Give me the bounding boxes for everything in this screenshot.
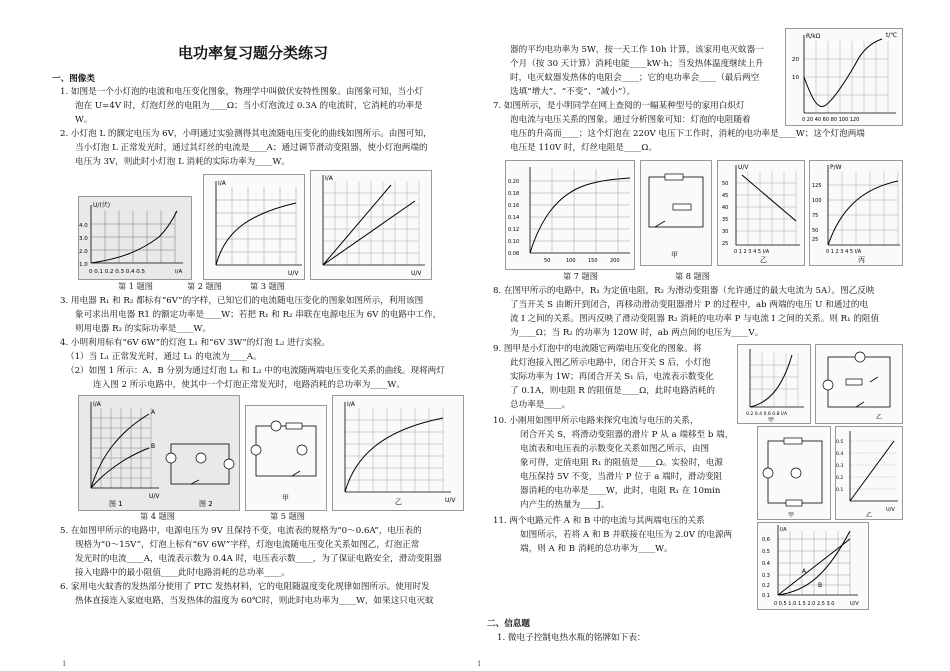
q9-xticks: 0.2 0.4 0.6 0.8 I/A: [746, 412, 788, 417]
q2-curve: [216, 203, 296, 265]
figure-q3-svg: [311, 171, 431, 279]
q8-p-yaxis: P/W: [830, 164, 842, 171]
q10-ytick: 0.2: [836, 476, 844, 481]
q7-ytick: 0.18: [508, 191, 520, 197]
q7-line: 泡电流与电压关系的图象。通过分析图象可知：灯泡的电阻随着: [510, 115, 751, 125]
figure-q4-svg: [79, 396, 239, 510]
q11-yaxis: I/A: [780, 527, 787, 533]
page-number-right: 1: [477, 660, 482, 668]
figure-q5: [245, 405, 327, 511]
q9-line: 此灯泡接入图乙所示电路中，闭合开关 S 后，小灯泡: [510, 358, 711, 368]
f3-yaxis-label: I/A: [325, 175, 333, 182]
q4-line: （1）当 L₁ 正常发光时，通过 L₁ 的电流为____A。: [66, 352, 262, 362]
q7-line: 电压是 110V 时，灯丝电阻是____Ω。: [510, 143, 657, 153]
figure-q5-circuit-svg: [246, 406, 326, 510]
figure-q8-circuit-svg: [641, 161, 711, 265]
figure-q9-circuit-svg: [816, 345, 902, 423]
caption-fig3: 第 3 题图: [250, 281, 285, 291]
q10-line: 电流表和电压表的示数变化关系如图乙所示，由图: [520, 444, 710, 454]
q11-ytick: 0.3: [762, 573, 770, 579]
f2-yaxis-label: I/A: [218, 180, 226, 187]
figure-q4: [78, 395, 240, 511]
q10-ytick: 0.4: [836, 452, 844, 457]
caption-fig1: 第 1 题图: [118, 281, 153, 291]
page-number-left: 1: [62, 660, 67, 668]
figure-q10-svg: [836, 427, 902, 519]
figure-q8-circuit: [640, 160, 712, 266]
q4-line: 4. 小明利用标有“6V 6W”的灯泡 L₁ 和“6V 3W”的灯泡 L₂ 进行实验。: [60, 338, 331, 348]
q11-line: 11. 两个电路元件 A 和 B 中的电流与其两端电压的关系: [493, 516, 705, 526]
figure-q7-svg: [506, 161, 634, 269]
q5-line: 接入电路中的最小阻值____此时电路消耗的总功率____。: [75, 568, 290, 578]
q8-p-ytick: 75: [812, 213, 819, 219]
q8-u-ytick: 35: [722, 217, 729, 223]
q7-line: 7. 如图所示，是小明同学在网上查阅的一幅某种型号的家用白炽灯: [493, 101, 745, 111]
q8-u-yaxis: U/V: [738, 164, 749, 171]
figure-q11-svg: [758, 523, 868, 609]
figure-q11-graph: [757, 522, 869, 610]
q1-line: W。: [75, 115, 93, 125]
q5-line: 发光时的电流____A，电流表示数为 0.4A 时，电压表示数____，为了保证电路安全，滑动变阻器: [75, 554, 442, 564]
f1-ytick: 4.0: [79, 223, 88, 229]
figure-q10-graph: [835, 426, 903, 520]
figure-q7-graph: [505, 160, 635, 270]
q8-label-bing: 丙: [858, 256, 865, 264]
f5-xaxis-label: U/V: [445, 497, 456, 504]
q7-curve: [530, 178, 630, 253]
q3-line: 象可求出用电器 R1 的额定功率是____W；若把 R₁ 和 R₂ 串联在电源电压为 6V 的电路中工作，: [75, 310, 442, 320]
q11-xticks: 0 0.5 1.0 1.5 2.0 2.5 3.0: [774, 601, 835, 607]
caption-fig5: 第 5 题图: [270, 511, 305, 521]
figure-q1-svg: [79, 197, 191, 279]
q5-curve: [345, 418, 443, 492]
q8-u-ytick: 30: [722, 229, 729, 235]
caption-fig2: 第 2 题图: [187, 281, 222, 291]
figure-q9-svg: [738, 345, 810, 423]
q5-line: 5. 在如图甲所示的电路中，电源电压为 9V 且保持不变，电流表的规格为“0～0.6A”，电压表的: [60, 526, 422, 536]
q9-label-yi: 乙: [876, 414, 883, 421]
q9-curve: [750, 355, 792, 407]
q10-line: 电压保持 5V 不变，当滑片 P 位于 a 端时，滑动变阻: [520, 472, 723, 482]
q6-xaxis-label: t/℃: [886, 32, 898, 39]
q1-line: 1. 如图是一个小灯泡的电流和电压变化图象，物理学中叫做伏安特性图象。由图象可知，当小灯: [60, 87, 424, 97]
q9-line: 9. 图甲是小灯泡中的电流随它两端电压变化的图象。将: [493, 344, 702, 354]
q10-line: 内产生的热量为____J。: [520, 500, 610, 510]
q11-label-a: A: [802, 568, 807, 575]
q9-label-jia: 甲: [768, 417, 775, 423]
q6-ytick: 10: [792, 75, 799, 81]
q4-label-b: B: [151, 443, 156, 450]
q4-line: 连入图 2 所示电路中，使其中一个灯泡正常发光时，电路消耗的总功率为____W。: [93, 380, 405, 390]
q10-line: 10. 小刚用如图甲所示电路来探究电流与电压的关系，: [493, 416, 699, 426]
section-heading-graphs: 一、图像类: [52, 74, 95, 84]
q10-ytick: 0.5: [836, 440, 844, 445]
figure-q2-svg: [204, 175, 304, 279]
q8-u-line: [742, 175, 796, 221]
q6-xticks: 0 20 40 60 80 100 120: [802, 117, 860, 123]
q9-line: 实际功率为 1W；再闭合开关 S₁ 后，电流表示数变化: [510, 372, 714, 382]
q7-xtick: 100: [566, 258, 576, 264]
q1-line: 泡在 U=4V 时，灯泡灯丝的电阻为____Ω；当小灯泡流过 0.3A 的电流时，它消耗的功率是: [75, 101, 423, 111]
q10-label-jia: 甲: [788, 512, 795, 519]
caption-fig7: 第 7 题图: [563, 271, 598, 281]
q7-line: 电压的升高而____；这个灯泡在 220V 电压下工作时，消耗的电功率是____W；这个灯泡两端: [510, 129, 865, 139]
q8-label-yi: 乙: [760, 256, 767, 264]
f4-xaxis-label: U/V: [149, 493, 160, 500]
q11-ytick: 0.2: [762, 583, 770, 589]
q11-line: 如图所示，若将 A 和 B 并联接在电压为 2.0V 的电源两: [520, 530, 733, 540]
caption-fig4: 第 4 题图: [140, 511, 175, 521]
q7-ytick: 0.14: [508, 215, 520, 221]
q6-cont-line: 个月（按 30 天计算）消耗电能____kW·h；当发热体温度继续上升: [510, 59, 764, 69]
figure-q6-ptc-graph: [785, 28, 903, 126]
figure-q5-graph-svg: [333, 396, 463, 510]
figure-q5-graph: [332, 395, 464, 511]
q10-line: 象可得，定值电阻 R₁ 的阻值是____Ω。实验时，电源: [520, 458, 723, 468]
figure-q10-circuit-svg: [758, 427, 830, 519]
q8-line: 了当开关 S 由断开到闭合，再移动滑动变阻器滑片 P 的过程中，ab 两端的电压 U 和通过的电: [510, 300, 869, 310]
f4-label-fig1: 图 1: [109, 500, 123, 508]
info-q1-line: 1. 微电子控制电热水瓶的铭牌如下表：: [497, 633, 646, 643]
q11-ytick: 0.6: [762, 537, 770, 543]
q8-u-xticks: 0 1 2 3 4 5 I/A: [734, 249, 770, 255]
figure-q6-svg: [786, 29, 902, 125]
q8-p-ytick: 50: [812, 228, 819, 234]
q8-u-ytick: 25: [722, 241, 729, 247]
f5-label-yi: 乙: [395, 498, 402, 506]
q7-ytick: 0.20: [508, 179, 520, 185]
f4-label-fig2: 图 2: [199, 500, 213, 508]
page-title: 电功率复习题分类练习: [178, 44, 329, 62]
q2-line: 2. 小灯泡 L 的额定电压为 6V，小明通过实验测得其电流随电压变化的曲线如图所示。由图可知，: [60, 129, 432, 139]
q5-line: 规格为“0～15V”，灯泡上标有“6V 6W”字样，灯泡电流随电压变化关系如图乙，灯泡正常: [75, 540, 420, 550]
q7-ytick: 0.08: [508, 251, 520, 257]
figure-q3-graph: [310, 170, 432, 280]
caption-fig8: 第 8 题图: [675, 271, 710, 281]
figure-q9-graph: [737, 344, 811, 424]
q11-ytick: 0.1: [762, 593, 770, 599]
q11-ytick: 0.5: [762, 549, 770, 555]
q8-line: 流 I 之间的关系。图丙反映了滑动变阻器 R₂ 消耗的电功率 P 与电流 I 之间的关系。则 R₁ 的阻值: [510, 314, 880, 324]
figure-q10-circuit: [757, 426, 831, 520]
q10-line: 闭合开关 S，将滑动变阻器的滑片 P 从 a 端移至 b 端，: [520, 430, 734, 440]
q10-ytick: 0.3: [836, 464, 844, 469]
q11-label-b: B: [818, 582, 823, 589]
f1-ytick: 3.0: [79, 236, 88, 242]
q7-ytick: 0.16: [508, 203, 520, 209]
q3-line: 3. 用电器 R₁ 和 R₂ 都标有“6V”的字样，已知它们的电流随电压变化的图象如图所示，利用该图: [60, 296, 424, 306]
q11-xaxis: U/V: [850, 601, 859, 607]
q6-cont-line: 器的平均电功率为 5W，按一天工作 10h 计算，该家用电灭蚊器一: [510, 45, 764, 55]
q8-u-ytick: 45: [722, 193, 729, 199]
q8-p-ytick: 100: [812, 198, 822, 204]
figure-q8-p-svg: [810, 161, 902, 265]
f1-xticks: 0 0.1 0.2 0.3 0.4 0.5: [89, 269, 145, 275]
q8-p-ytick: 25: [812, 237, 819, 243]
figure-q2-graph: [203, 174, 305, 280]
q8-label-jia: 甲: [671, 251, 678, 259]
figure-q8-u-svg: [718, 161, 804, 265]
q8-p-xticks: 0 1 2 3 4 5 I/A: [826, 249, 862, 255]
figure-q8-p-graph: [809, 160, 903, 266]
figure-q9-circuit: [815, 344, 903, 424]
f1-xaxis-label: I/A: [175, 269, 183, 275]
f2-xaxis-label: U/V: [288, 270, 299, 277]
f1-ytick: 2.0: [79, 249, 88, 255]
q8-u-ytick: 40: [722, 205, 729, 211]
figure-q8-u-graph: [717, 160, 805, 266]
q11-ytick: 0.4: [762, 561, 770, 567]
q6-ytick: 20: [792, 57, 799, 63]
q7-xtick: 50: [544, 258, 551, 264]
q9-line: 了 0.1A，则电阻 R 的阻值是____Ω，此时电路消耗的: [510, 386, 715, 396]
q7-ytick: 0.10: [508, 239, 520, 245]
q6-line: 热体直接连入家庭电路，当发热体的温度为 60℃时，则此时电功率为____W，如果这只电灭蚊: [75, 596, 434, 606]
f3-xaxis-label: U/V: [411, 270, 422, 277]
q7-xtick: 200: [610, 258, 620, 264]
q6-cont-line: 时，电灭蚊器发热体的电阻会____；它的电功率会____（最后两空: [510, 73, 760, 83]
q8-line: 为____Ω；当 R₂ 的功率为 120W 时，ab 两点间的电压为____V。: [510, 328, 764, 338]
f1-ytick: 1.0: [79, 262, 88, 268]
q3-line: 则用电器 R₂ 的实际功率是____W。: [75, 324, 211, 334]
q4-line: （2）如图 1 所示：A、B 分别为通过灯泡 L₁ 和 L₂ 中的电流随两端电压变化关系的曲线。现将两灯: [66, 366, 445, 376]
section-heading-info: 二、信息题: [487, 619, 530, 629]
q8-p-ytick: 125: [812, 183, 822, 189]
q8-u-ytick: 50: [722, 181, 729, 187]
q9-line: 总功率是____。: [510, 400, 571, 410]
q6-yaxis-label: R/kΩ: [806, 33, 821, 40]
f4-yaxis-label: I/A: [93, 401, 101, 408]
q6-curve: [804, 39, 882, 107]
f5-label-jia: 甲: [282, 494, 289, 502]
f5-yaxis-label: I/A: [347, 401, 355, 408]
q10-label-yi: 乙: [866, 512, 873, 519]
figure-q1-graph: [78, 196, 192, 280]
q8-p-curve: [828, 181, 898, 245]
f1-yaxis-label: U/(伏): [93, 202, 111, 209]
q6-line: 6. 家用电火蚊香的发热部分使用了 PTC 发热材料，它的电阻随温度变化规律如图所示。使用时发: [60, 582, 430, 592]
q4-label-a: A: [151, 409, 156, 416]
q7-xtick: 150: [588, 258, 598, 264]
q2-line: 当小灯泡 L 正常发光时，通过其灯丝的电流是____A；通过调节滑动变阻器，使小灯泡两端的: [75, 143, 428, 153]
q4-curve-a: [91, 414, 149, 488]
q10-xaxis: U/V: [886, 507, 895, 513]
q6-cont-line: 选填“增大”、“不变”、“减小”）。: [510, 87, 636, 97]
q8-line: 8. 在图甲所示的电路中，R₁ 为定值电阻，R₂ 为滑动变阻器（允许通过的最大电流为 5A）。图乙反映: [493, 286, 875, 296]
q7-ytick: 0.12: [508, 227, 520, 233]
q11-line: 端，则 A 和 B 消耗的总功率为____W。: [520, 544, 673, 554]
q10-line-graph: [850, 441, 894, 501]
right-column: [475, 0, 950, 671]
q2-line: 电压为 3V，则此时小灯泡 L 消耗的实际功率为____W。: [75, 157, 290, 167]
q10-ytick: 0.1: [836, 488, 844, 493]
q10-line: 器消耗的电功率是____W，此时，电阻 R₁ 在 10min: [520, 486, 721, 496]
